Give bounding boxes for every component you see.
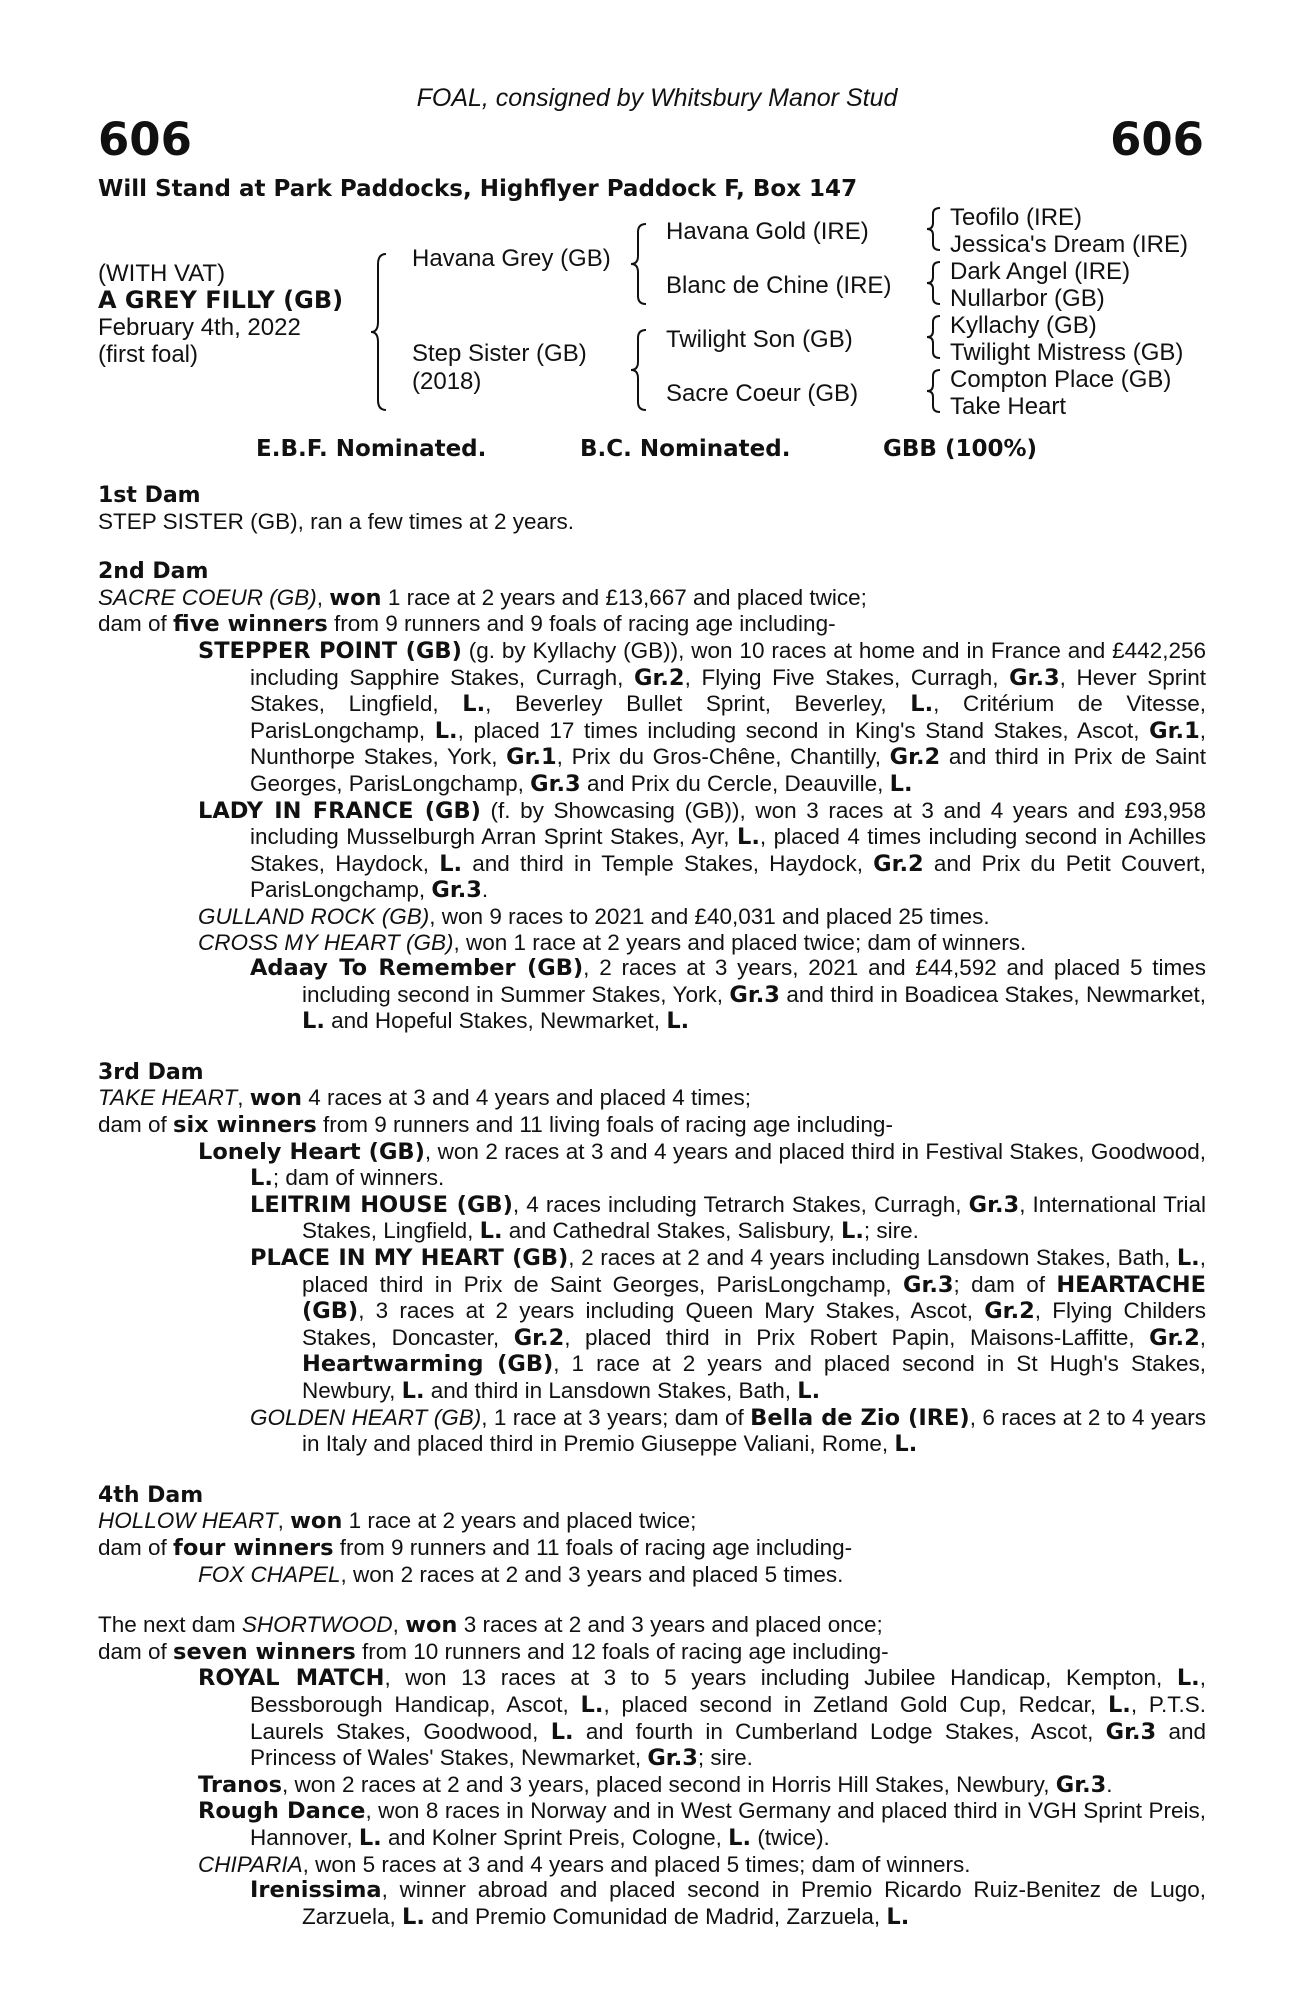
next-dam-line1: The next dam SHORTWOOD, won 3 races at 2 and 3 years and placed once;: [98, 1612, 883, 1639]
gg-6: Twilight Mistress (GB): [950, 339, 1184, 366]
produce-golden-heart: GOLDEN HEART (GB), 1 race at 3 years; dam of Bella de Zio (IRE), 6 races at 2 to 4 years in Italy and placed third in Premio Giuseppe Valiani, Rome, L.: [250, 1404, 1206, 1458]
lot-number-right: 606: [1110, 113, 1204, 166]
dam: Step Sister (GB): [412, 340, 587, 367]
ebf-nominated: E.B.F. Nominated.: [256, 436, 487, 462]
subject-name: A GREY FILLY (GB): [98, 286, 344, 314]
gbb-rating: GBB (100%): [883, 436, 1038, 462]
second-dam-heading: 2nd Dam: [98, 559, 209, 585]
first-dam-heading: 1st Dam: [98, 483, 201, 508]
page-subtitle: FOAL, consigned by Whitsbury Manor Stud: [416, 84, 898, 112]
produce-leitrim-house: LEITRIM HOUSE (GB), 4 races including Tetrarch Stakes, Curragh, Gr.3, International Trial Stakes, Lingfield, L. and Cathedral Stakes, Salisbury, L.; sire.: [250, 1191, 1206, 1245]
second-dam-line2: dam of five winners from 9 runners and 9 foals of racing age including-: [98, 611, 836, 638]
produce-place-in-my-heart: PLACE IN MY HEART (GB), 2 races at 2 and 4 years including Lansdown Stakes, Bath, L., placed third in Prix de Saint Georges, ParisLongchamp, Gr.3; dam of HEARTACHE (GB), 3 races at 2 years including Queen Mary Stakes, Ascot, Gr.2, Flying Childers Stakes, Doncaster, Gr.2, placed third in Prix Robert Papin, Maisons-Laffitte, Gr.2, Heartwarming (GB), 1 race at 2 years and placed second in St Hugh's Stakes, Newbury, L. and third in Lansdown Stakes, Bath, L.: [250, 1245, 1206, 1404]
gg-7: Compton Place (GB): [950, 366, 1172, 393]
dam-dam: Sacre Coeur (GB): [666, 380, 859, 407]
sire: Havana Grey (GB): [412, 245, 611, 272]
brace-gg-4: [924, 368, 944, 414]
produce-royal-match: ROYAL MATCH, won 13 races at 3 to 5 years including Jubilee Handicap, Kempton, L., Bessborough Handicap, Ascot, L., placed second in Zetland Gold Cup, Redcar, L., P.T.S. Laurels Stakes, Goodwood, L. and fourth in Cumberland Lodge Stakes, Ascot, Gr.3 and Princess of Wales' Stakes, Newmarket, Gr.3; sire.: [198, 1665, 1207, 1772]
produce-irenissima: Irenissima, winner abroad and placed second in Premio Ricardo Ruiz-Benitez de Lugo, Zarzuela, L. and Premio Comunidad de Madrid, Zarzuela, L.: [250, 1877, 1206, 1930]
third-dam-heading: 3rd Dam: [98, 1059, 204, 1085]
brace-gg-1: [924, 206, 944, 252]
catalogue-body: [98, 483, 1206, 1930]
fourth-dam-heading: 4th Dam: [98, 1482, 204, 1508]
fourth-dam-line2: dam of four winners from 9 runners and 11 foals of racing age including-: [98, 1534, 853, 1561]
next-dam-line2: dam of seven winners from 10 runners and 12 foals of racing age including-: [98, 1638, 889, 1665]
gg-2: Jessica's Dream (IRE): [950, 231, 1188, 258]
subject-foaled: February 4th, 2022: [98, 314, 301, 341]
gg-1: Teofilo (IRE): [950, 204, 1083, 231]
dam-year: (2018): [412, 368, 482, 395]
produce-chiparia: CHIPARIA, won 5 races at 3 and 4 years and placed 5 times; dam of winners.: [198, 1851, 971, 1877]
brace-subject: [368, 252, 390, 412]
brace-gg-2: [924, 260, 944, 306]
brace-sire: [628, 222, 650, 306]
first-dam-text: STEP SISTER (GB), ran a few times at 2 years.: [98, 508, 574, 534]
produce-lady-in-france: LADY IN FRANCE (GB) (f. by Showcasing (GB)), won 3 races at 3 and 4 years and £93,958 including Musselburgh Arran Sprint Stakes, Ayr, L., placed 4 times including second in Achilles Stakes, Haydock, L. and third in Temple Stakes, Haydock, Gr.2 and Prix du Petit Couvert, ParisLongchamp, Gr.3.: [198, 797, 1207, 904]
brace-gg-3: [924, 314, 944, 360]
gg-4: Nullarbor (GB): [950, 285, 1105, 312]
produce-tranos: Tranos, won 2 races at 2 and 3 years, placed second in Horris Hill Stakes, Newbury, Gr.3.: [198, 1771, 1113, 1798]
stand-location: Will Stand at Park Paddocks, Highflyer Paddock F, Box 147: [98, 176, 858, 202]
produce-cross-my-heart: CROSS MY HEART (GB), won 1 race at 2 years and placed twice; dam of winners.: [198, 929, 1027, 955]
subject-vat: (WITH VAT): [98, 260, 226, 287]
gg-8: Take Heart: [950, 393, 1067, 420]
fourth-dam-line1: HOLLOW HEART, won 1 race at 2 years and placed twice;: [98, 1508, 697, 1535]
gg-5: Kyllachy (GB): [950, 312, 1097, 339]
produce-rough-dance: Rough Dance, won 8 races in Norway and in West Germany and placed third in VGH Sprint Preis, Hannover, L. and Kolner Sprint Preis, Cologne, L. (twice).: [198, 1798, 1206, 1851]
brace-dam: [628, 328, 650, 412]
sire-sire: Havana Gold (IRE): [666, 218, 869, 245]
bc-nominated: B.C. Nominated.: [580, 436, 791, 462]
sire-dam: Blanc de Chine (IRE): [666, 272, 892, 299]
produce-adaay-to-remember: Adaay To Remember (GB), 2 races at 3 years, 2021 and £44,592 and placed 5 times including second in Summer Stakes, York, Gr.3 and third in Boadicea Stakes, Newmarket, L. and Hopeful Stakes, Newmarket, L.: [250, 955, 1207, 1035]
subject-note: (first foal): [98, 341, 199, 368]
produce-stepper-point: STEPPER POINT (GB) (g. by Kyllachy (GB)), won 10 races at home and in France and £442,256 including Sapphire Stakes, Curragh, Gr.2, Flying Five Stakes, Curragh, Gr.3, Hever Sprint Stakes, Lingfield, L., Beverley Bullet Sprint, Beverley, L., Critérium de Vitesse, ParisLongchamp, L., placed 17 times including second in King's Stand Stakes, Ascot, Gr.1, Nunthorpe Stakes, York, Gr.1, Prix du Gros-Chêne, Chantilly, Gr.2 and third in Prix de Saint Georges, ParisLongchamp, Gr.3 and Prix du Cercle, Deauville, L.: [198, 637, 1206, 797]
dam-sire: Twilight Son (GB): [666, 326, 853, 353]
lot-number-left: 606: [98, 113, 192, 166]
second-dam-line1: SACRE COEUR (GB), won 1 race at 2 years and £13,667 and placed twice;: [98, 584, 867, 611]
third-dam-line2: dam of six winners from 9 runners and 11 living foals of racing age including-: [98, 1112, 893, 1139]
produce-gulland-rock: GULLAND ROCK (GB), won 9 races to 2021 and £40,031 and placed 25 times.: [198, 903, 990, 929]
produce-fox-chapel: FOX CHAPEL, won 2 races at 2 and 3 years and placed 5 times.: [198, 1561, 844, 1587]
third-dam-line1: TAKE HEART, won 4 races at 3 and 4 years and placed 4 times;: [98, 1085, 751, 1112]
gg-3: Dark Angel (IRE): [950, 258, 1131, 285]
produce-lonely-heart: Lonely Heart (GB), won 2 races at 3 and 4 years and placed third in Festival Stakes, Goodwood, L.; dam of winners.: [198, 1138, 1206, 1192]
